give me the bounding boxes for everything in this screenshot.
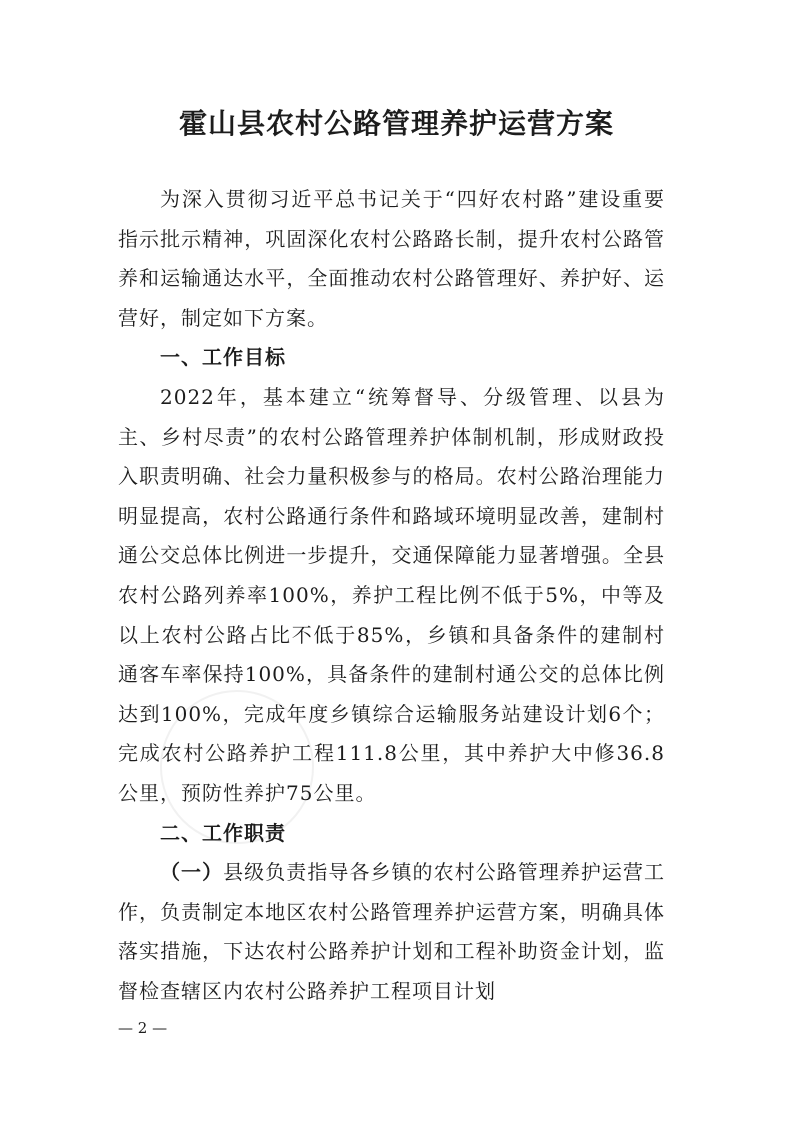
document-title: 霍山县农村公路管理养护运营方案: [178, 107, 614, 140]
page-number: — 2 —: [118, 1019, 168, 1037]
section-heading-goals: 一、工作目标: [160, 345, 286, 370]
goals-paragraph: 2022年，基本建立“统筹督导、分级管理、以县为主、乡村尽责”的农村公路管理养护体制机制，形成财政投入职责明确、社会力量积极参与的格局。农村公路治理能力明显提高，农村公路通行条件和路域环境明显改善，建制村通公交总体比例进一步提升，交通保障能力显著增强。全县农村公路列养率100%，养护工程比例不低于5%，中等及以上农村公路占比不低于85%，乡镇和具备条件的建制村通客车率保持100%，具备条件的建制村通公交的总体比例达到100%，完成年度乡镇综合运输服务站建设计划6个；完成农村公路养护工程111.8公里，其中养护大中修36.8公里，预防性养护75公里。: [118, 384, 665, 805]
duties-paragraph-1: [118, 853, 665, 1011]
subsection-text: 县级负责指导各乡镇的农村公路管理养护运营工作，负责制定本地区农村公路管理养护运营方案，明确具体落实措施，下达农村公路养护计划和工程补助资金计划，监督检查辖区内农村公路养护工程项目计划: [118, 860, 666, 1003]
intro-paragraph: 为深入贯彻习近平总书记关于“四好农村路”建设重要指示批示精神，巩固深化农村公路路长制，提升农村公路管养和运输通达水平，全面推动农村公路管理好、养护好、运营好，制定如下方案。: [118, 187, 665, 330]
document-body: [118, 180, 665, 1011]
subsection-number: （一）: [160, 860, 224, 885]
section-heading-duties: 二、工作职责: [160, 820, 286, 845]
